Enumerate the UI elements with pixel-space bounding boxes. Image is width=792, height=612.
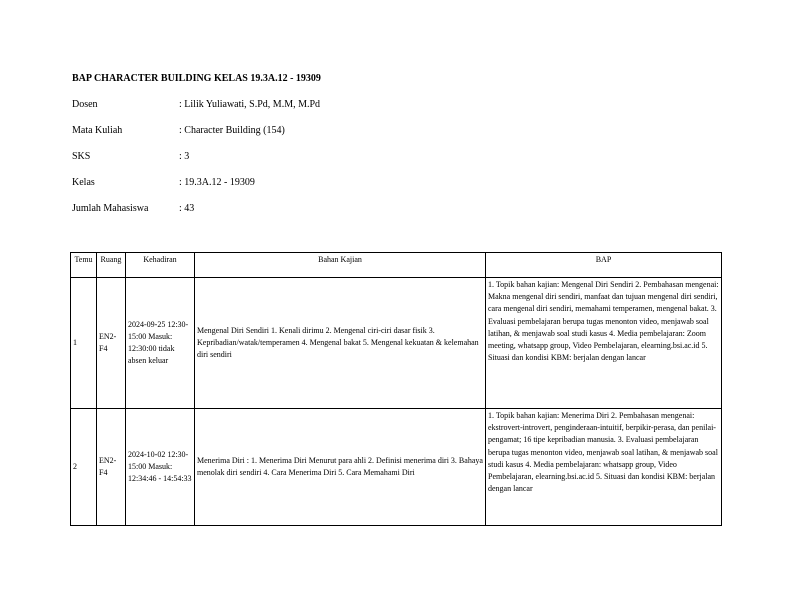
cell-bahan-kajian: Mengenal Diri Sendiri 1. Kenali dirimu 2. Mengenal ciri-ciri dasar fisik 3. Kepribadian/watak/temperamen 4. Mengenal bakat 5. Mengenal kekuatan & kelemahan diri sendiri	[195, 278, 486, 409]
cell-ruang: EN2- F4	[97, 278, 126, 409]
info-label: Kelas	[72, 177, 95, 188]
info-value: : 43	[179, 203, 195, 214]
header-bahan-kajian: Bahan Kajian	[195, 253, 486, 278]
cell-bap: 1. Topik bahan kajian: Menerima Diri 2. Pembahasan mengenai: ekstrovert-introvert, penginderaan-intuitif, berpikir-perasa, dan penilai-pengamat; 16 tipe kepribadian manusia. 3. Evaluasi pembelajaran berupa tugas menonton video, menjawab soal latihan, & menjawab soal studi kasus 4. Media pembelajaran: whatsapp group, Video Pembelajaran, elearning.bsi.ac.id 5. Situasi dan kondisi KBM: berjalan dengan lancar	[486, 409, 722, 526]
info-label: Mata Kuliah	[72, 125, 123, 136]
cell-bahan-kajian: Menerima Diri : 1. Menerima Diri Menurut para ahli 2. Definisi menerima diri 3. Bahaya menolak diri sendiri 4. Cara Menerima Diri 5. Cara Memahami Diri	[195, 409, 486, 526]
bap-table	[70, 252, 722, 526]
header-temu: Temu	[71, 253, 97, 278]
table-row	[71, 409, 722, 526]
cell-kehadiran: 2024-09-25 12:30-15:00 Masuk: 12:30:00 tidak absen keluar	[126, 278, 195, 409]
info-value: : Lilik Yuliawati, S.Pd, M.M, M.Pd	[179, 99, 321, 110]
info-label: SKS	[72, 151, 91, 162]
info-label: Dosen	[72, 99, 98, 110]
cell-temu: 1	[71, 278, 97, 409]
header-kehadiran: Kehadiran	[126, 253, 195, 278]
cell-ruang: EN2- F4	[97, 409, 126, 526]
cell-temu: 2	[71, 409, 97, 526]
header-ruang: Ruang	[97, 253, 126, 278]
info-value: : 3	[179, 151, 190, 162]
document-title: BAP CHARACTER BUILDING KELAS 19.3A.12 - 19309	[72, 73, 321, 84]
info-value: : 19.3A.12 - 19309	[179, 177, 255, 188]
cell-bap: 1. Topik bahan kajian: Mengenal Diri Sendiri 2. Pembahasan mengenai: Makna mengenal diri sendiri, manfaat dan tujuan mengenal diri sendiri, cara mengenal diri sendiri, memahami temperamen, mengenal bakat. 3. Evaluasi pembelajaran berupa tugas menonton video, menjawab soal latihan, & menjawab soal studi kasus 4. Media pembelajaran: Zoom meeting, whatsapp group, Video Pembelajaran, elearning.bsi.ac.id 5. Situasi dan kondisi KBM: berjalan dengan lancar	[486, 278, 722, 409]
table-row	[71, 278, 722, 409]
info-value: : Character Building (154)	[179, 125, 285, 136]
info-label: Jumlah Mahasiswa	[72, 203, 149, 214]
header-bap: BAP	[486, 253, 722, 278]
cell-kehadiran: 2024-10-02 12:30-15:00 Masuk: 12:34:46 - 14:54:33	[126, 409, 195, 526]
table-header-row	[71, 253, 722, 278]
